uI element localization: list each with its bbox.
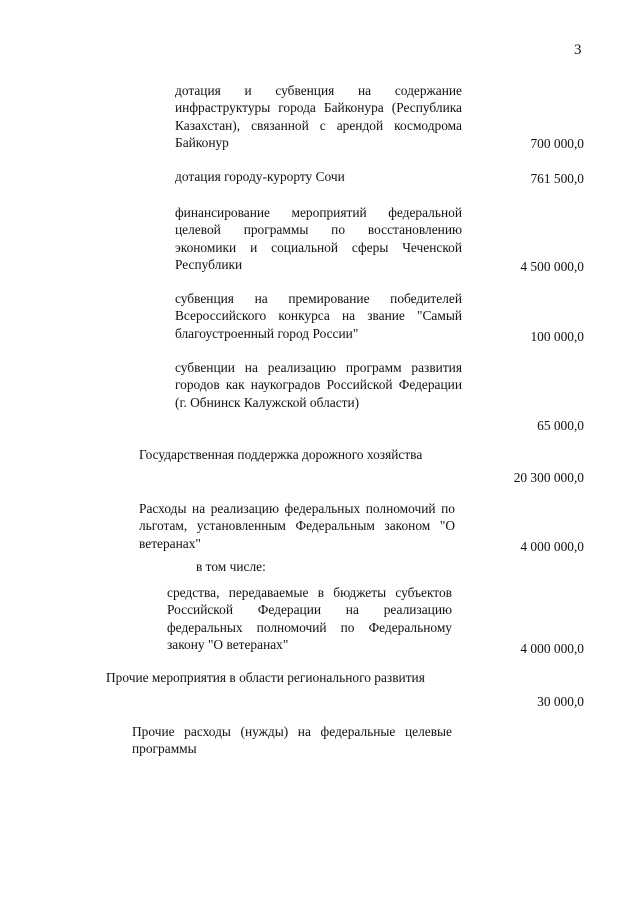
budget-item-sochi: дотация городу-курорту Сочи	[175, 169, 345, 184]
page-number: 3	[574, 42, 582, 58]
amount-veterans-transfers: 4 000 000,0	[520, 641, 584, 656]
budget-item-roads: Государственная поддержка дорожного хозяйства	[139, 447, 423, 462]
budget-item-baikonur: дотация и субвенция на содержание инфраструктуры города Байконура (Республика Казахстан), связанной с арендой космодрома Байконур	[175, 83, 462, 151]
amount-regional: 30 000,0	[537, 694, 584, 709]
amount-chechen: 4 500 000,0	[520, 259, 584, 274]
budget-item-naukograd: субвенции на реализацию программ развития городов как наукоградов Российской Федерации (г. Обнинск Калужской области)	[175, 360, 462, 410]
budget-item-federal-programs: Прочие расходы (нужды) на федеральные целевые программы	[132, 724, 452, 757]
amount-baikonur: 700 000,0	[530, 136, 584, 151]
budget-item-regional: Прочие мероприятия в области регионального развития	[106, 670, 425, 685]
budget-item-veterans-transfers: средства, передаваемые в бюджеты субъектов Российской Федерации на реализацию федеральных полномочий по Федеральному закону "О ветеранах"	[167, 585, 452, 653]
amount-best-city: 100 000,0	[530, 329, 584, 344]
amount-roads: 20 300 000,0	[513, 470, 584, 485]
amount-naukograd: 65 000,0	[537, 418, 584, 433]
amount-sochi: 761 500,0	[530, 171, 584, 186]
including-label: в том числе:	[196, 559, 266, 574]
budget-item-best-city: субвенция на премирование победителей Всероссийского конкурса на звание "Самый благоустроенный город России"	[175, 291, 462, 341]
budget-item-veterans: Расходы на реализацию федеральных полномочий по льготам, установленным Федеральным законом "О ветеранах"	[139, 501, 455, 551]
budget-item-chechen: финансирование мероприятий федеральной целевой программы по восстановлению экономики и социальной сферы Чеченской Республики	[175, 205, 462, 273]
amount-veterans: 4 000 000,0	[520, 539, 584, 554]
